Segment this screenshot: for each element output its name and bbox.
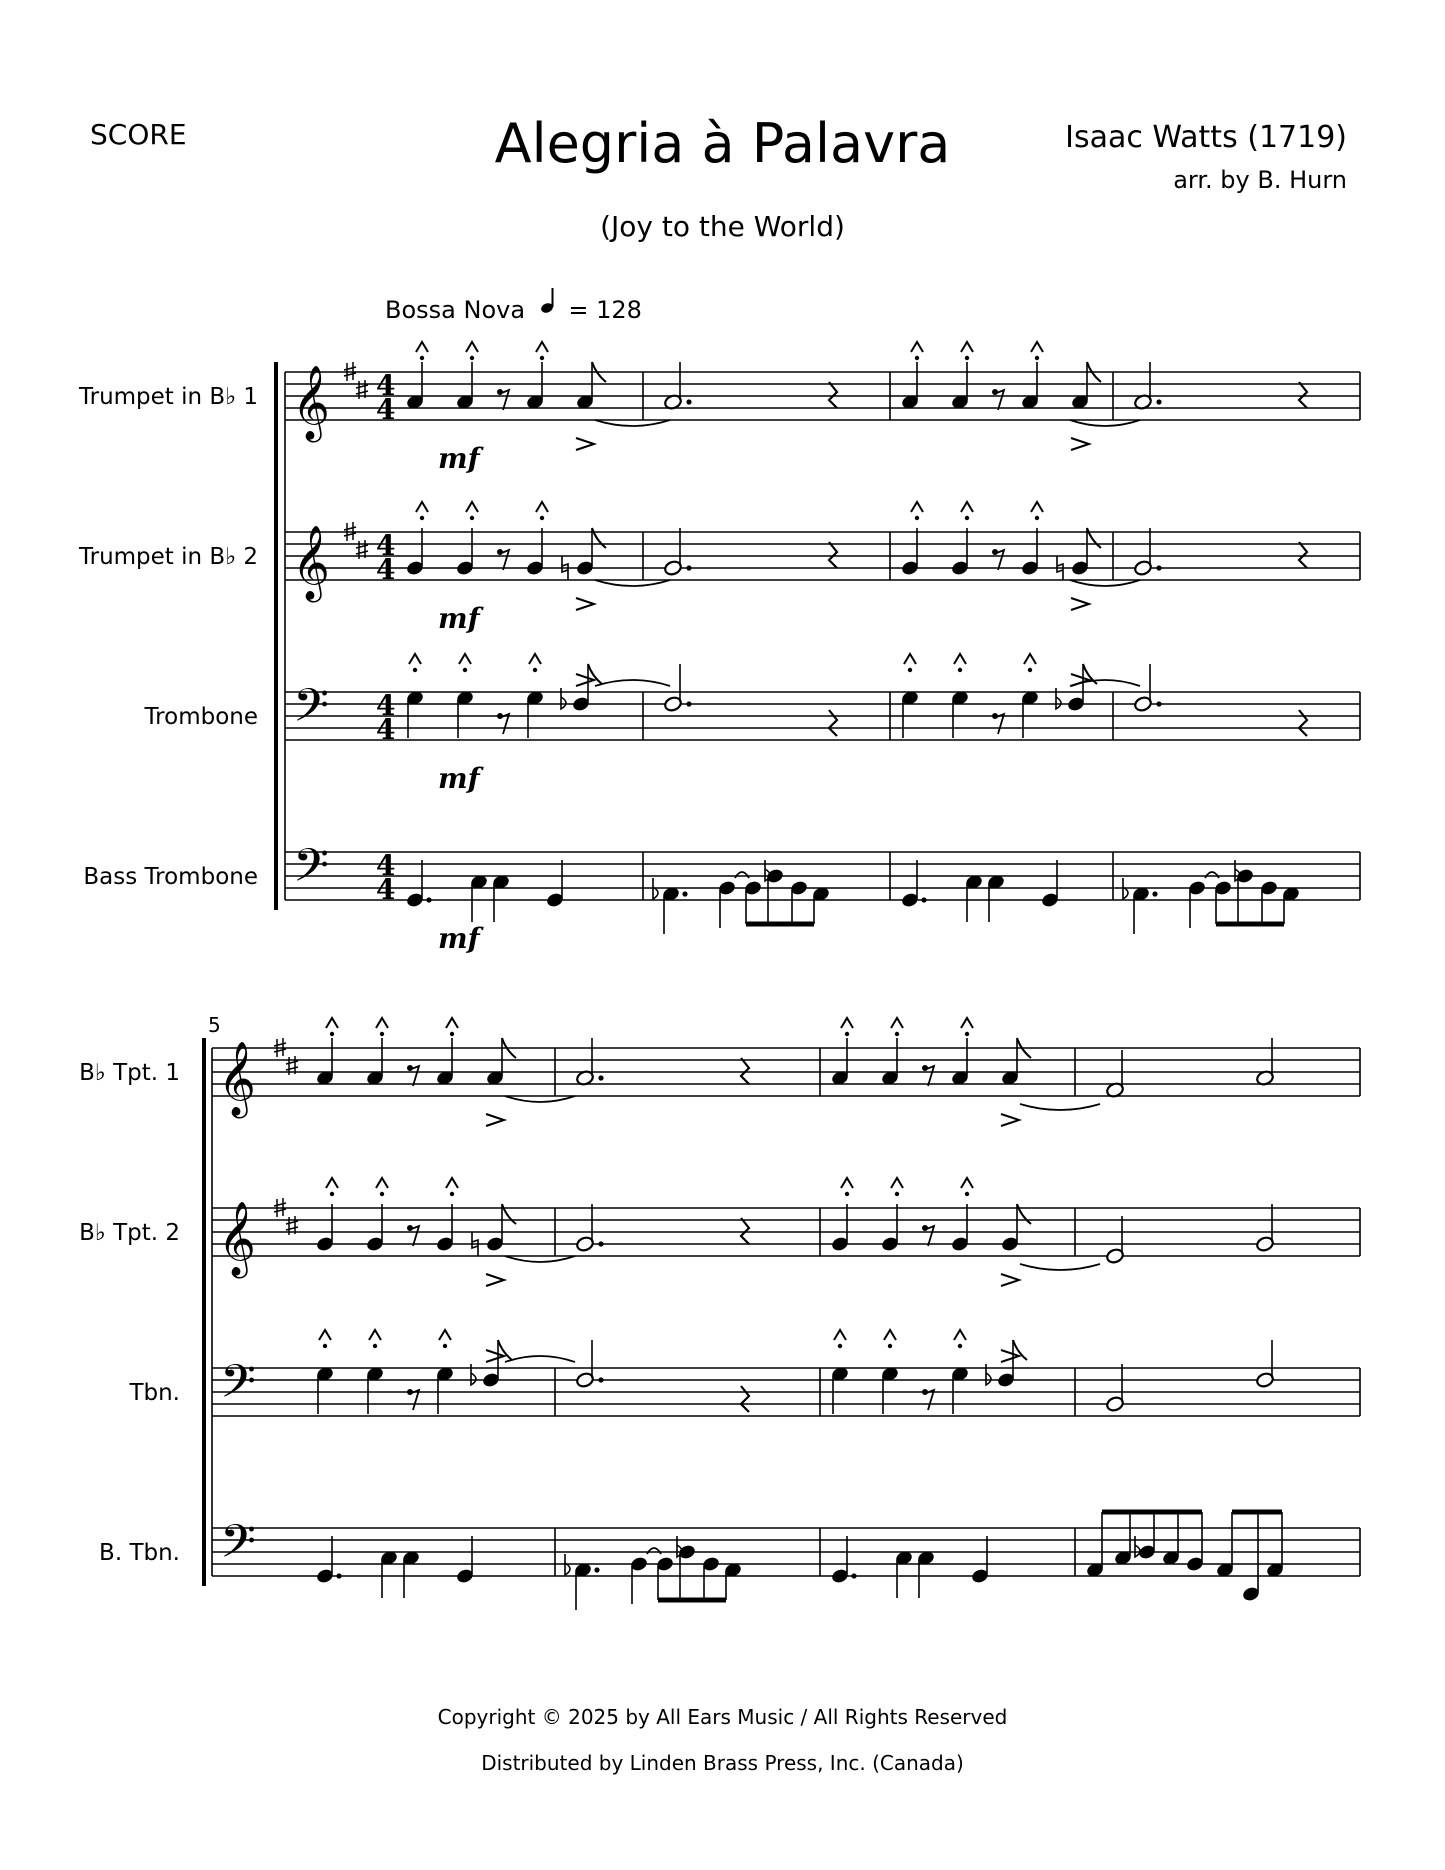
staccato-dot [470,516,474,520]
marcato-accent [446,1178,458,1188]
accent-mark [576,438,594,450]
tie [735,872,749,878]
staccato-dot [915,356,919,360]
marcato-accent [439,1330,451,1340]
quarter-rest [741,1386,749,1412]
bass-clef-icon: 𝄢 [293,679,330,744]
staccato-dot [533,668,537,672]
augmentation-dot [686,701,691,706]
dynamic-mf: mf [438,602,480,635]
flat-sign [1056,688,1061,709]
staccato-dot [958,668,962,672]
quarter-rest [741,1058,749,1084]
marcato-accent [1031,502,1043,512]
arranger-credit: arr. by B. Hurn [1173,166,1347,194]
time-signature-top: 4 [376,529,396,562]
marcato-accent [911,342,923,352]
dynamic-mf: mf [438,762,480,795]
time-signature-bottom: 4 [376,553,396,586]
augmentation-dot [336,1573,341,1578]
staccato-dot [1028,668,1032,672]
accent-mark [1001,1274,1019,1286]
staccato-dot [420,516,424,520]
augmentation-dot [426,897,431,902]
treble-clef-icon: 𝄞 [292,366,330,440]
accent-mark [1001,1114,1019,1126]
instrument-label: Trumpet in B♭ 1 [78,384,258,410]
bass-clef-icon: 𝄢 [293,839,330,904]
staccato-dot [323,1344,327,1348]
staccato-dot [845,1192,849,1196]
marcato-accent [416,502,428,512]
staccato-dot [420,356,424,360]
staccato-dot [965,516,969,520]
staccato-dot [413,668,417,672]
instrument-label: B. Tbn. [99,1540,180,1566]
marcato-accent [459,654,471,664]
staccato-dot [373,1344,377,1348]
instrument-label: Tbn. [129,1380,180,1406]
marcato-accent [961,342,973,352]
note-flag [592,528,606,548]
augmentation-dot [686,565,691,570]
staccato-dot [443,1344,447,1348]
note-flag [1017,1204,1031,1224]
quarter-rest [829,542,837,568]
time-signature-bottom: 4 [376,873,396,906]
tie [505,1256,575,1262]
staccato-dot [450,1032,454,1036]
marcato-accent [416,342,428,352]
eighth-rest [924,1390,934,1410]
eighth-rest [499,714,509,734]
tie [1020,1104,1100,1110]
quarter-rest [829,710,837,736]
eighth-rest [499,390,509,410]
quarter-rest [1299,542,1307,568]
marcato-accent [326,1018,338,1028]
marcato-accent [954,654,966,664]
staccato-dot [463,668,467,672]
augmentation-dot [1156,399,1161,404]
staccato-dot [470,356,474,360]
eighth-rest [924,1066,934,1086]
bass-clef-icon: 𝄢 [220,1515,257,1580]
eighth-rest [994,390,1004,410]
augmentation-dot [594,1567,599,1572]
treble-clef-icon: 𝄞 [292,526,330,600]
marcato-accent [536,502,548,512]
eighth-rest [994,550,1004,570]
quarter-rest [741,1218,749,1244]
accent-mark [1071,438,1089,450]
staccato-dot [540,516,544,520]
quarter-rest [829,382,837,408]
staccato-dot [380,1032,384,1036]
marcato-accent [319,1330,331,1340]
flat-sign [471,1364,476,1385]
bass-clef-icon: 𝄢 [220,1355,257,1420]
marcato-accent [961,502,973,512]
measure-number: 5 [208,1013,221,1037]
marcato-accent [911,502,923,512]
instrument-label: Bass Trombone [83,864,258,890]
augmentation-dot [682,891,687,896]
marcato-accent [961,1018,973,1028]
instrument-label: B♭ Tpt. 1 [79,1060,180,1086]
staccato-dot [330,1032,334,1036]
instrument-label: Trombone [144,704,258,730]
marcato-accent [954,1330,966,1340]
staccato-dot [540,356,544,360]
augmentation-dot [598,1241,603,1246]
time-signature-top: 4 [376,849,396,882]
augmentation-dot [598,1377,603,1382]
staccato-dot [965,1192,969,1196]
tie [1020,1264,1100,1270]
tie [505,1096,575,1102]
staccato-dot [958,1344,962,1348]
accent-mark [486,1350,504,1362]
marcato-accent [834,1330,846,1340]
marcato-accent [466,502,478,512]
marcato-accent [1031,342,1043,352]
dynamic-mf: mf [438,442,480,475]
time-signature-top: 4 [376,689,396,722]
marcato-accent [904,654,916,664]
marcato-accent [326,1178,338,1188]
piece-subtitle: (Joy to the World) [600,210,845,243]
augmentation-dot [598,1075,603,1080]
staccato-dot [915,516,919,520]
staccato-dot [965,1032,969,1036]
note-flag [1087,528,1101,548]
tie [1070,680,1140,686]
marcato-accent [536,342,548,352]
staccato-dot [838,1344,842,1348]
staccato-dot [1035,356,1039,360]
tie [595,420,670,426]
eighth-rest [924,1226,934,1246]
accent-mark [576,598,594,610]
tie [647,1548,661,1554]
note-flag [502,1204,516,1224]
piece-title: Alegria à Palavra [494,112,951,175]
accent-mark [576,674,594,686]
marcato-accent [1024,654,1036,664]
tempo-bpm: = 128 [568,296,642,324]
eighth-rest [409,1066,419,1086]
flat-sign [986,1364,991,1385]
tie [595,680,670,686]
accent-mark [1071,598,1089,610]
staccato-dot [895,1032,899,1036]
quarter-rest [1299,710,1307,736]
staccato-dot [1035,516,1039,520]
tie [505,1356,575,1362]
staccato-dot [845,1032,849,1036]
accent-mark [486,1114,504,1126]
dynamic-mf: mf [438,922,480,955]
marcato-accent [466,342,478,352]
staccato-dot [380,1192,384,1196]
eighth-rest [409,1390,419,1410]
marcato-accent [376,1018,388,1028]
flat-sign [1135,1536,1140,1557]
marcato-accent [891,1178,903,1188]
copyright-notice: Copyright © 2025 by All Ears Music / All Rights Reserved [437,1705,1008,1729]
distribution-notice: Distributed by Linden Brass Press, Inc. (Canada) [481,1751,964,1775]
staccato-dot [330,1192,334,1196]
augmentation-dot [921,897,926,902]
marcato-accent [891,1018,903,1028]
marcato-accent [446,1018,458,1028]
accent-mark [1001,1350,1019,1362]
marcato-accent [369,1330,381,1340]
time-signature-bottom: 4 [376,393,396,426]
staccato-dot [908,668,912,672]
staccato-dot [965,356,969,360]
augmentation-dot [1156,565,1161,570]
marcato-accent [409,654,421,664]
time-signature-top: 4 [376,369,396,402]
marcato-accent [884,1330,896,1340]
marcato-accent [376,1178,388,1188]
quarter-rest [1299,382,1307,408]
instrument-label: Trumpet in B♭ 2 [78,544,258,570]
staccato-dot [895,1192,899,1196]
flat-sign [561,688,566,709]
eighth-rest [499,550,509,570]
augmentation-dot [686,399,691,404]
augmentation-dot [1156,701,1161,706]
marcato-accent [841,1018,853,1028]
tie [1070,420,1140,426]
instrument-label: B♭ Tpt. 2 [79,1220,180,1246]
composer-credit: Isaac Watts (1719) [1065,120,1347,155]
staccato-dot [450,1192,454,1196]
tie [1070,580,1140,586]
treble-clef-icon: 𝄞 [218,1202,256,1276]
accent-mark [486,1274,504,1286]
augmentation-dot [1152,891,1157,896]
time-signature-bottom: 4 [376,713,396,746]
staccato-dot [888,1344,892,1348]
eighth-rest [994,714,1004,734]
tempo-style: Bossa Nova [385,296,526,324]
eighth-rest [409,1226,419,1246]
score-label: SCORE [90,118,187,151]
augmentation-dot [851,1573,856,1578]
marcato-accent [841,1178,853,1188]
marcato-accent [529,654,541,664]
tie [1205,872,1219,878]
treble-clef-icon: 𝄞 [218,1042,256,1116]
marcato-accent [961,1178,973,1188]
tie [595,580,670,586]
